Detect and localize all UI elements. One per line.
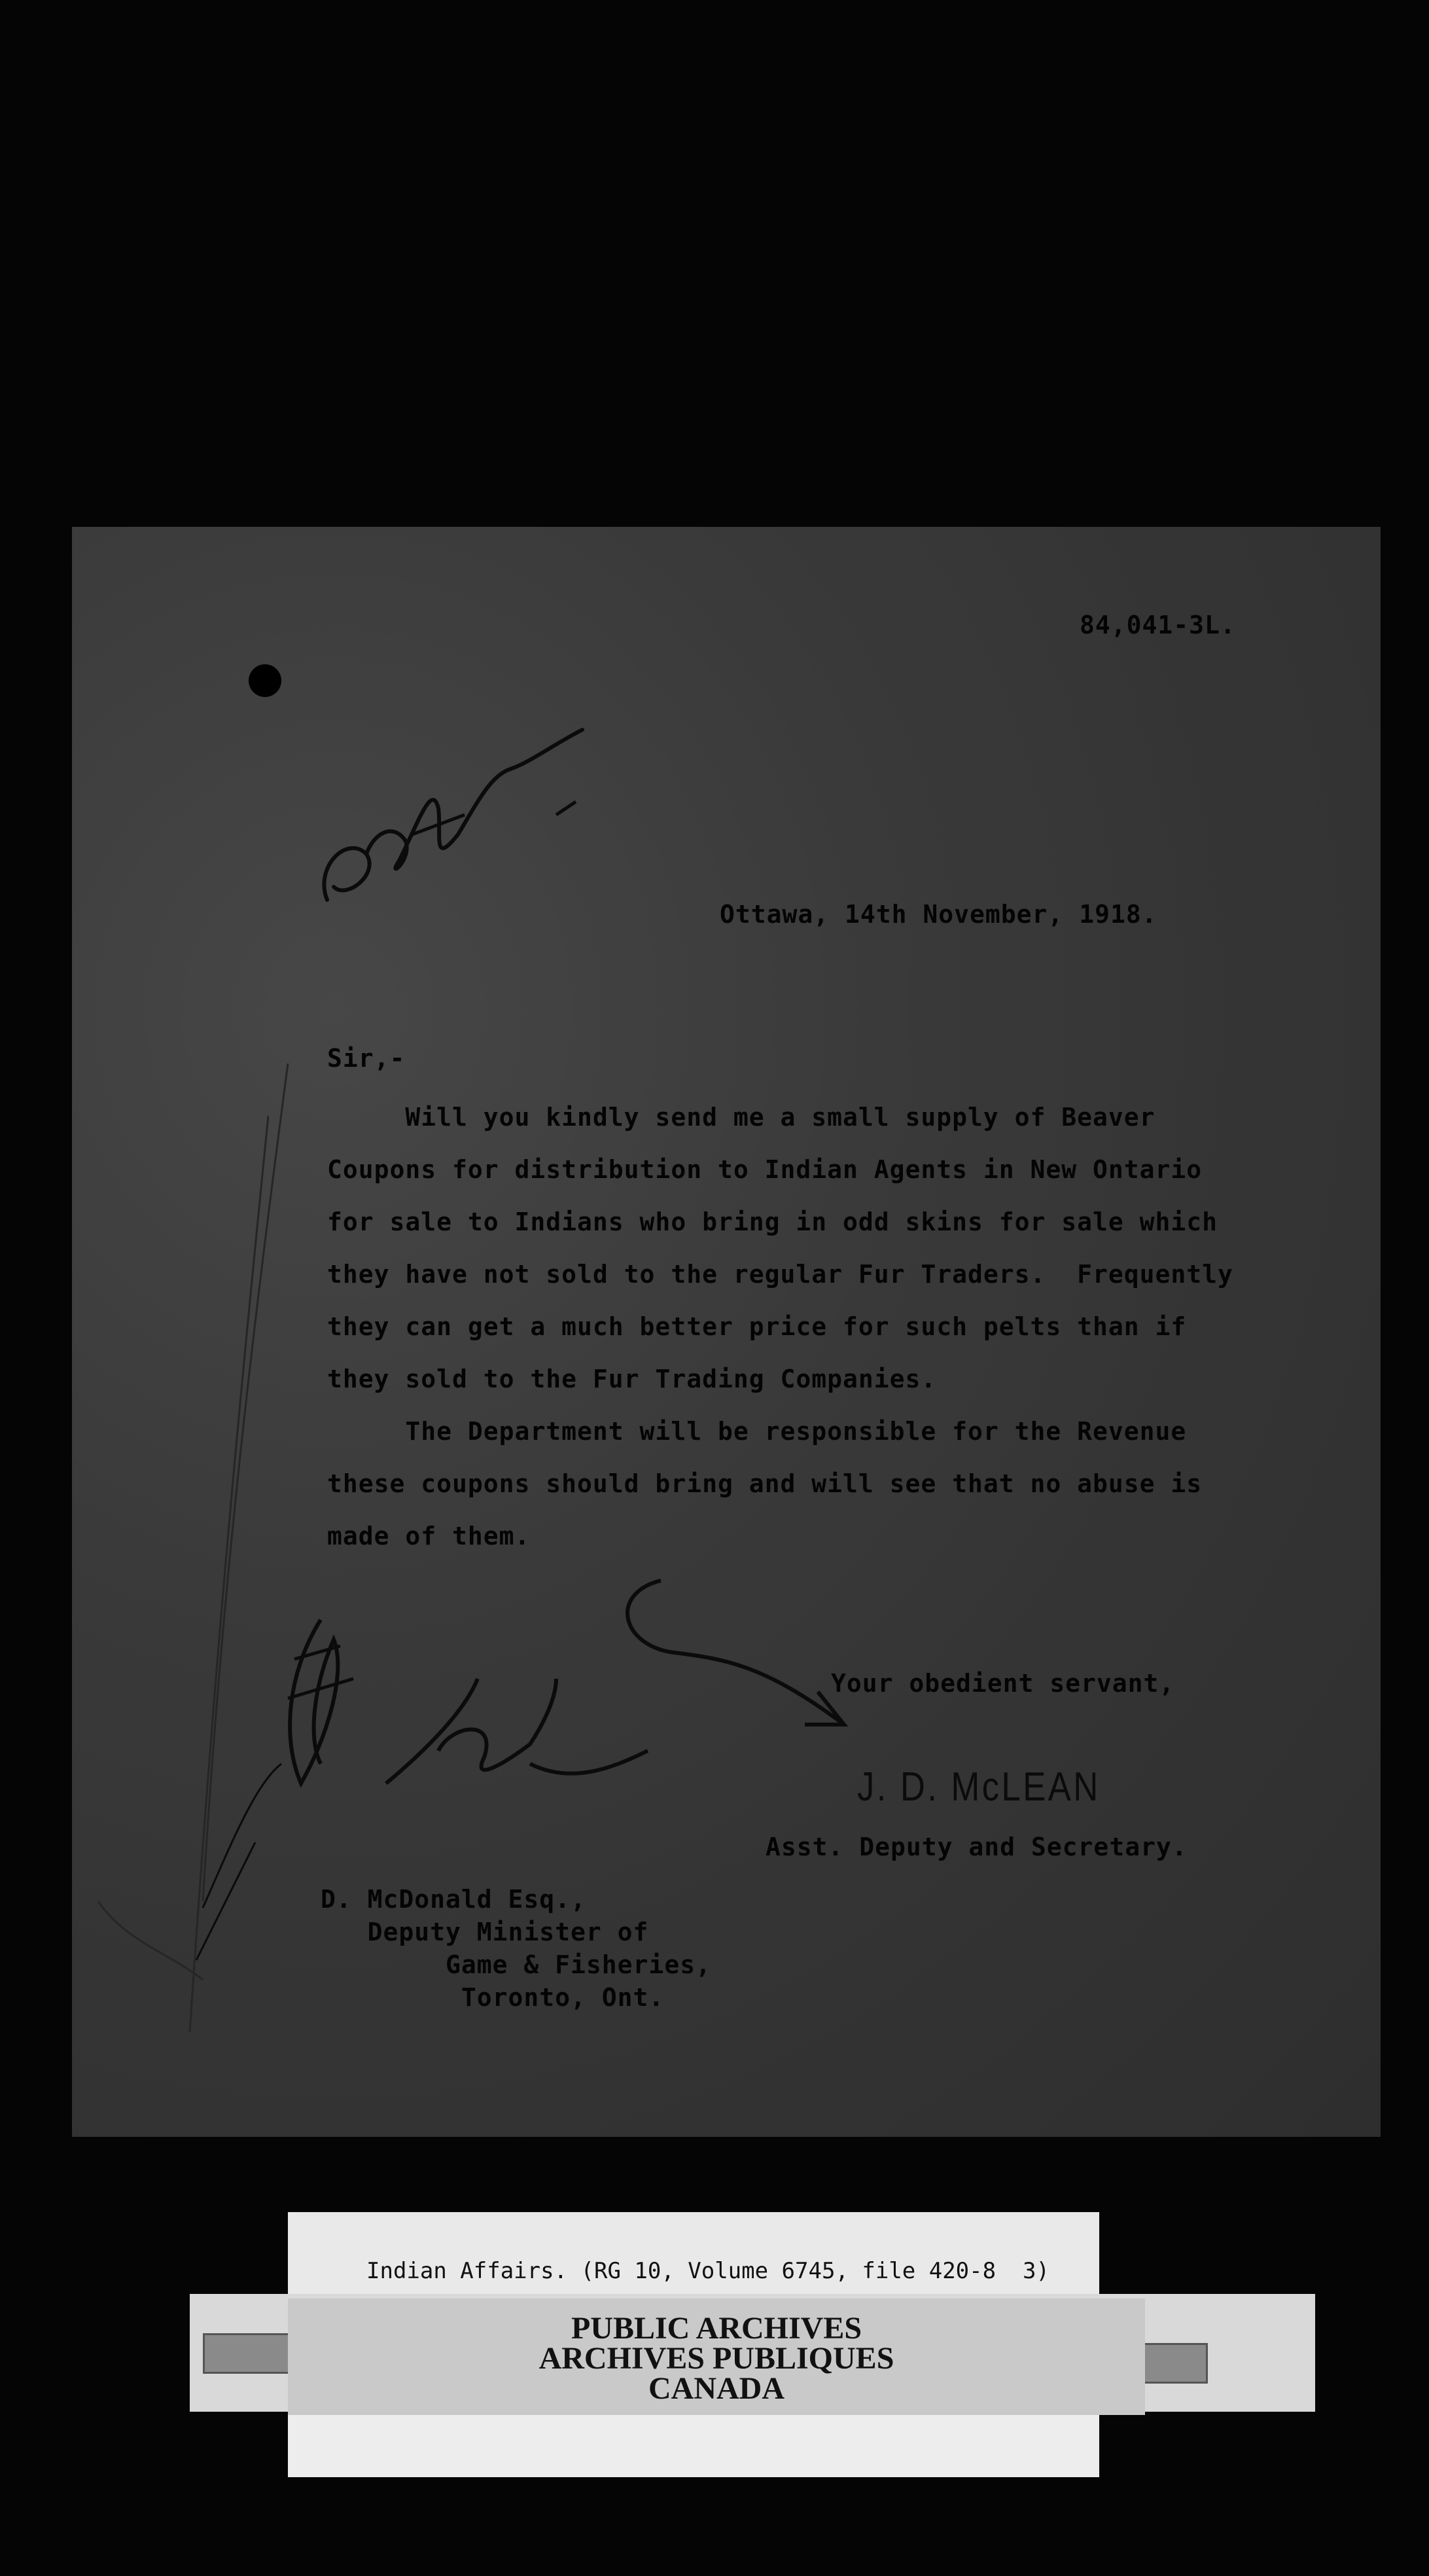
recipient-line: D. McDonald Esq., bbox=[321, 1885, 586, 1914]
archive-stamp-line: ARCHIVES PUBLIQUES bbox=[538, 2341, 894, 2376]
body-line: Coupons for distribution to Indian Agents in New Ontario bbox=[327, 1155, 1203, 1184]
archive-stamp-line: CANADA bbox=[648, 2371, 785, 2406]
reference-label bbox=[288, 2212, 1099, 2297]
body-line: these coupons should bring and will see that no abuse is bbox=[327, 1469, 1203, 1498]
body-line: made of them. bbox=[327, 1522, 531, 1550]
recipient-line: Toronto, Ont. bbox=[321, 1983, 665, 2012]
recipient-line: Game & Fisheries, bbox=[321, 1950, 711, 1979]
body-line: The Department will be responsible for the Revenue bbox=[327, 1417, 1187, 1446]
body-line: Will you kindly send me a small supply of Beaver bbox=[327, 1103, 1156, 1132]
signature-title: Asst. Deputy and Secretary. bbox=[766, 1833, 1188, 1861]
file-number: 84,041-3L. bbox=[1080, 611, 1236, 639]
handwritten-annotation bbox=[308, 704, 602, 926]
pencil-marks bbox=[72, 1050, 308, 2071]
dateline: Ottawa, 14th November, 1918. bbox=[720, 900, 1157, 929]
closing: Your obedient servant, bbox=[831, 1669, 1175, 1698]
salutation: Sir,- bbox=[327, 1044, 406, 1073]
archive-stamp bbox=[288, 2299, 1145, 2415]
recipient-line: Deputy Minister of bbox=[321, 1918, 649, 1946]
punch-hole bbox=[249, 664, 281, 697]
signature-stamp: J. D. McLEAN bbox=[857, 1764, 1101, 1810]
archive-stamp-line: PUBLIC ARCHIVES bbox=[571, 2311, 862, 2346]
body-line: they sold to the Fur Trading Companies. bbox=[327, 1365, 937, 1393]
archive-reference: Indian Affairs. (RG 10, Volume 6745, file 420-8 3) bbox=[366, 2258, 1050, 2284]
letter-sheet bbox=[72, 527, 1381, 2137]
bottom-label-strip bbox=[288, 2415, 1099, 2477]
body-line: for sale to Indians who bring in odd skins for sale which bbox=[327, 1208, 1218, 1236]
body-line: they have not sold to the regular Fur Traders. Frequently bbox=[327, 1260, 1233, 1289]
body-line: they can get a much better price for such pelts than if bbox=[327, 1312, 1187, 1341]
